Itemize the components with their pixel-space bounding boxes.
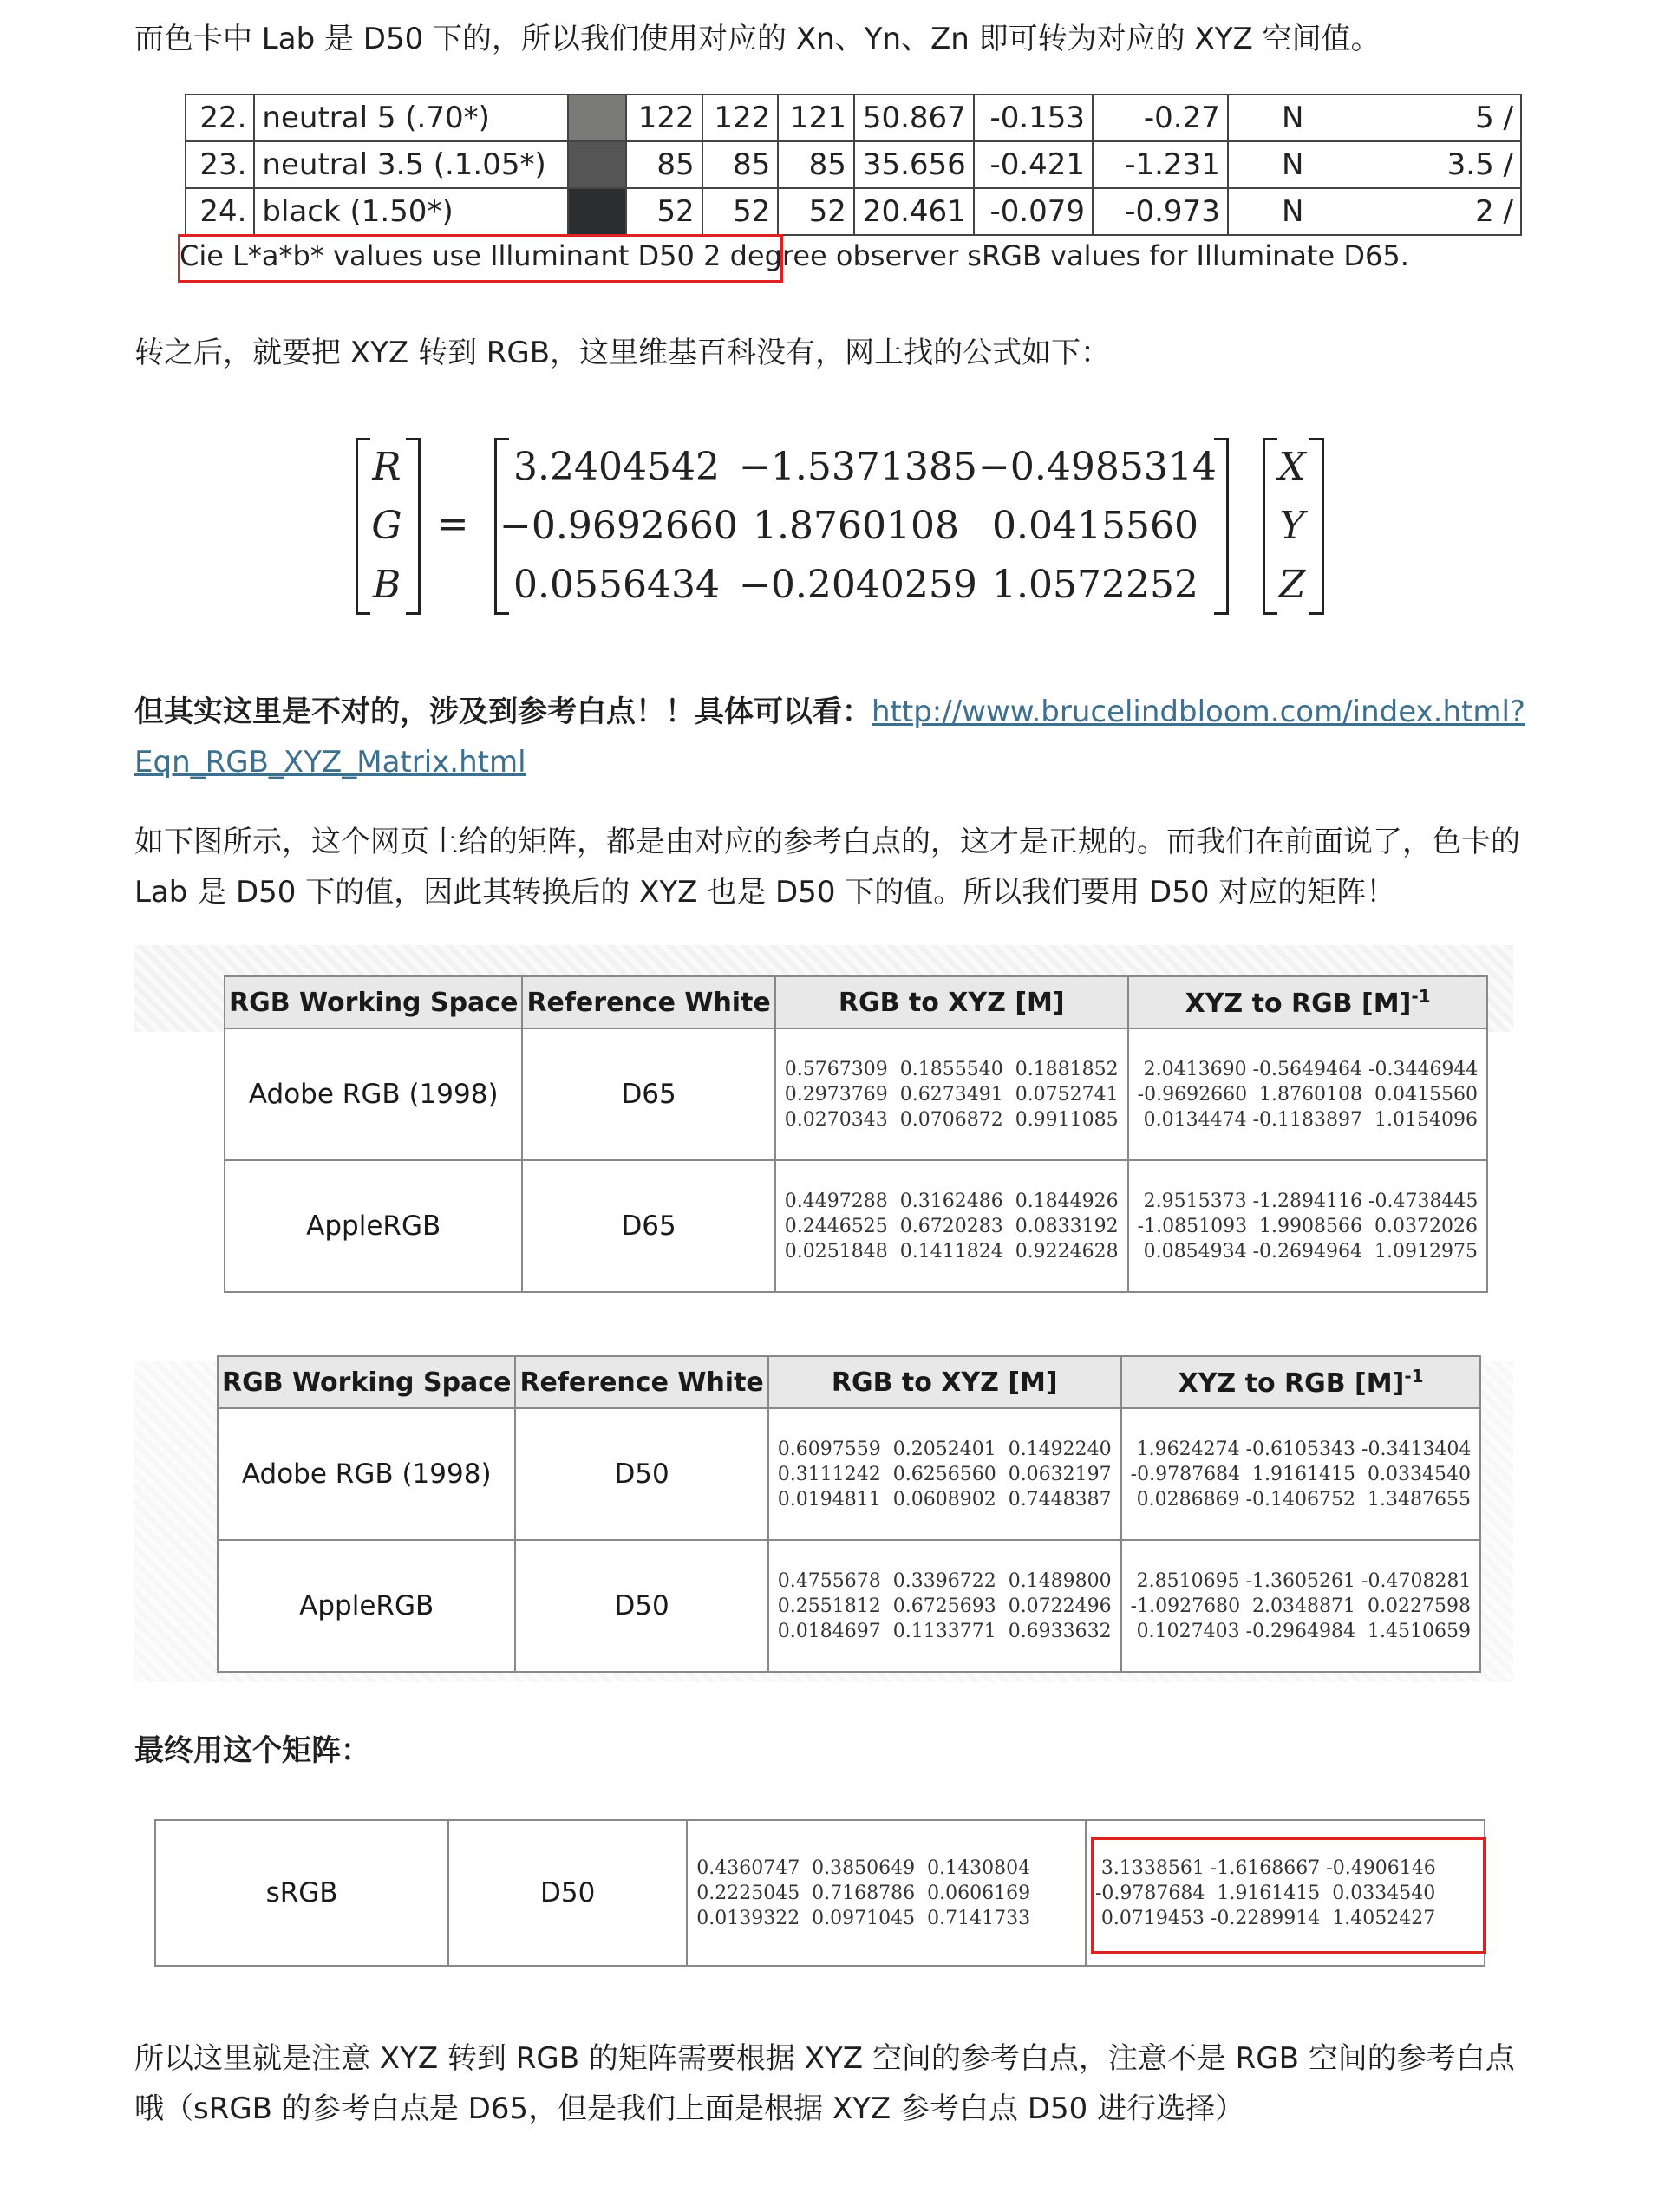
matrix-cell: 0.0556434 (513, 563, 720, 607)
cell-inverse-matrix: 1.9624274 -0.6105343 -0.3413404 -0.9787684 1.9161415 0.0334540 0.0286869 -0.1406752 1.3487655 (1121, 1408, 1481, 1540)
row-number: 22. (186, 95, 254, 141)
vector-y: Y (1279, 504, 1305, 548)
matrix-cell: 1.0572252 (992, 563, 1198, 607)
value-flag: N (1228, 95, 1357, 141)
cell-space: Adobe RGB (1998) (225, 1028, 522, 1160)
color-swatch (568, 188, 626, 235)
matrix-cell: −0.9692660 (500, 504, 738, 548)
matrix-cell: 0.0415560 (992, 504, 1198, 548)
cell-space: AppleRGB (225, 1160, 522, 1292)
header-rgb-to-xyz: RGB to XYZ [M] (775, 976, 1128, 1028)
header-white: Reference White (522, 976, 774, 1028)
vector-z: Z (1278, 563, 1306, 607)
header-xyz-to-rgb-text: XYZ to RGB [M] (1178, 1368, 1405, 1399)
cell-inverse-matrix: 2.0413690 -0.5649464 -0.3446944 -0.9692660 1.8760108 0.0415560 0.0134474 -0.1183897 1.0154096 (1128, 1028, 1488, 1160)
color-swatch (568, 141, 626, 188)
color-card-image (178, 87, 1522, 286)
highlight-box (1091, 1837, 1486, 1954)
value-r: 122 (626, 95, 702, 141)
value-l: 20.461 (854, 188, 974, 235)
cell-space: sRGB (155, 1820, 448, 1966)
value-munsell: 5 / (1356, 95, 1521, 141)
cell-white: D50 (515, 1540, 767, 1672)
highlight-box (178, 234, 783, 283)
xyz-right-bracket (1309, 438, 1324, 615)
value-g: 85 (702, 141, 779, 188)
paragraph-lab-d50: 而色卡中 Lab 是 D50 下的，所以我们使用对应的 Xn、Yn、Zn 即可转为对应的 XYZ 空间值。 (134, 22, 1381, 56)
table-row (218, 1540, 1480, 1672)
cell-white: D50 (515, 1408, 767, 1540)
matrix-cell: 1.8760108 (753, 504, 959, 548)
vector-r: R (372, 445, 402, 489)
table-header-row (225, 976, 1487, 1028)
cell-white: D65 (522, 1028, 774, 1160)
header-white: Reference White (515, 1356, 767, 1408)
header-space: RGB Working Space (218, 1356, 515, 1408)
value-g: 52 (702, 188, 779, 235)
value-munsell: 2 / (1356, 188, 1521, 235)
cell-white: D50 (448, 1820, 687, 1966)
conversion-formula (356, 438, 1327, 620)
cell-inverse-matrix: 2.9515373 -1.2894116 -0.4738445 -1.0851093 1.9908566 0.0372026 0.0854934 -0.2694964 1.0912975 (1128, 1160, 1488, 1292)
header-space: RGB Working Space (225, 976, 522, 1028)
value-g: 122 (702, 95, 779, 141)
reference-table-d65 (224, 975, 1488, 1293)
paragraph-conclusion: 所以这里就是注意 XYZ 转到 RGB 的矩阵需要根据 XYZ 空间的参考白点，注意不是 RGB 空间的参考白点哦（sRGB 的参考白点是 D65，但是我们上面是根据 XYZ 参考白点 D50 进行选择） (134, 2041, 1515, 2126)
value-a: -0.421 (974, 141, 1093, 188)
value-l: 35.656 (854, 141, 974, 188)
table-row (225, 1160, 1487, 1292)
vector-b: B (372, 563, 402, 607)
table-row (186, 141, 1521, 188)
color-name: neutral 3.5 (.1.05*) (254, 141, 568, 188)
matrix-cell: −0.2040259 (739, 563, 977, 607)
bold-warning: 但其实这里是不对的，涉及到参考白点！！具体可以看： (134, 695, 872, 729)
table-row (225, 1028, 1487, 1160)
matrix-cell: 3.2404542 (513, 445, 720, 489)
brucelindbloom-link[interactable]: http://www.brucelindbloom.com/index.html?Eqn_RGB_XYZ_Matrix.html (134, 695, 1525, 780)
value-r: 85 (626, 141, 702, 188)
cell-matrix: 0.4497288 0.3162486 0.1844926 0.2446525 0.6720283 0.0833192 0.0251848 0.1411824 0.9224628 (775, 1160, 1128, 1292)
reference-table-d50 (217, 1355, 1481, 1673)
table-row (186, 95, 1521, 141)
value-bstar: -0.27 (1093, 95, 1228, 141)
paragraph-reference-white (134, 687, 1531, 787)
illuminant-note: Cie L*a*b* values use Illuminant D50 2 degree observer sRGB values for Illuminate D65. (180, 239, 1409, 272)
cell-white: D65 (522, 1160, 774, 1292)
cell-inverse-matrix: 2.8510695 -1.3605261 -0.4708281 -1.0927680 2.0348871 0.0227598 0.1027403 -0.2964984 1.4510659 (1121, 1540, 1481, 1672)
inverse-superscript: -1 (1411, 986, 1431, 1007)
matrix-right-bracket (1214, 438, 1229, 615)
cell-matrix: 0.6097559 0.2052401 0.1492240 0.3111242 0.6256560 0.0632197 0.0194811 0.0608902 0.7448387 (768, 1408, 1121, 1540)
paragraph-xyz-to-rgb: 转之后，就要把 XYZ 转到 RGB，这里维基百科没有，网上找的公式如下： (134, 336, 1111, 370)
matrix-cell: −0.4985314 (978, 445, 1217, 489)
color-swatch (568, 95, 626, 141)
cell-matrix: 0.5767309 0.1855540 0.1881852 0.2973769 0.6273491 0.0752741 0.0270343 0.0706872 0.9911085 (775, 1028, 1128, 1160)
equals-sign: = (436, 502, 469, 546)
value-bstar: -0.973 (1093, 188, 1228, 235)
value-a: -0.079 (974, 188, 1093, 235)
cell-space: Adobe RGB (1998) (218, 1408, 515, 1540)
row-number: 24. (186, 188, 254, 235)
final-matrix-heading: 最终用这个矩阵： (134, 1733, 370, 1768)
cell-space: AppleRGB (218, 1540, 515, 1672)
value-flag: N (1228, 141, 1357, 188)
value-b: 121 (778, 95, 854, 141)
right-bracket (406, 438, 421, 615)
value-b: 85 (778, 141, 854, 188)
color-name: black (1.50*) (254, 188, 568, 235)
inverse-superscript: -1 (1404, 1366, 1424, 1387)
color-name: neutral 5 (.70*) (254, 95, 568, 141)
value-flag: N (1228, 188, 1357, 235)
paragraph-d50-matrix: 如下图所示，这个网页上给的矩阵，都是由对应的参考白点的，这才是正规的。而我们在前面说了，色卡的 Lab 是 D50 下的值，因此其转换后的 XYZ 也是 D50 下的值。所以我们要用 D50 对应的矩阵！ (134, 825, 1520, 910)
value-munsell: 3.5 / (1356, 141, 1521, 188)
cell-inverse-matrix: 3.1338561 -1.6168667 -0.4906146 -0.9787684 1.9161415 0.0334540 0.0719453 -0.2289914 1.4052427 (1086, 1820, 1485, 1966)
value-a: -0.153 (974, 95, 1093, 141)
header-rgb-to-xyz: RGB to XYZ [M] (768, 1356, 1121, 1408)
row-number: 23. (186, 141, 254, 188)
header-xyz-to-rgb (1121, 1356, 1481, 1408)
header-xyz-to-rgb-text: XYZ to RGB [M] (1185, 989, 1412, 1019)
cell-matrix: 0.4755678 0.3396722 0.1489800 0.2551812 0.6725693 0.0722496 0.0184697 0.1133771 0.6933632 (768, 1540, 1121, 1672)
value-bstar: -1.231 (1093, 141, 1228, 188)
value-l: 50.867 (854, 95, 974, 141)
cell-matrix: 0.4360747 0.3850649 0.1430804 0.2225045 0.7168786 0.0606169 0.0139322 0.0971045 0.7141733 (687, 1820, 1086, 1966)
table-row (218, 1408, 1480, 1540)
vector-g: G (371, 504, 402, 548)
vector-x: X (1278, 445, 1306, 489)
value-r: 52 (626, 188, 702, 235)
table-header-row (218, 1356, 1480, 1408)
value-b: 52 (778, 188, 854, 235)
color-card-table (185, 94, 1522, 236)
header-xyz-to-rgb (1128, 976, 1488, 1028)
matrix-cell: −1.5371385 (739, 445, 977, 489)
table-row (186, 188, 1521, 235)
